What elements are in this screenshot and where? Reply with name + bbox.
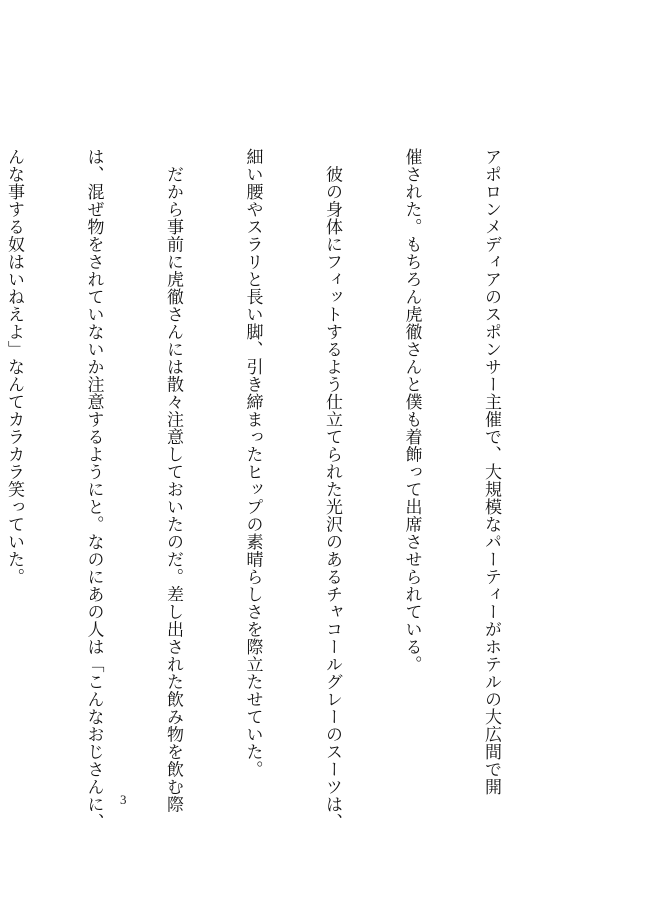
text-line: は、混ぜ物をされていないか注意するようにと。なのにあの人は「こんなおじさんに、 bbox=[83, 148, 104, 831]
text-line: アポロンメディアのスポンサー主催で、大規模なパーティーがホテルの大広間で開 bbox=[481, 148, 501, 796]
text-line: 細い腰やスラリと長い脚、引き締まったヒップの素晴らしさを際立たせていた。 bbox=[242, 148, 263, 778]
text-line: だから事前に虎徹さんには散々注意しておいたのだ。差し出された飲み物を飲む際 bbox=[163, 148, 183, 813]
text-line: 彼の身体にフィットするよう仕立てられた光沢のあるチャコールグレーのスーツは、 bbox=[322, 148, 342, 831]
page-number: 3 bbox=[120, 792, 127, 807]
text-line: んな事する奴はいねえよ」なんてカラカラ笑っていた。 bbox=[4, 148, 24, 586]
text-line: 催された。もちろん虎徹さんと僕も着飾って出席させられている。 bbox=[401, 148, 422, 673]
vertical-text-body bbox=[0, 148, 557, 848]
